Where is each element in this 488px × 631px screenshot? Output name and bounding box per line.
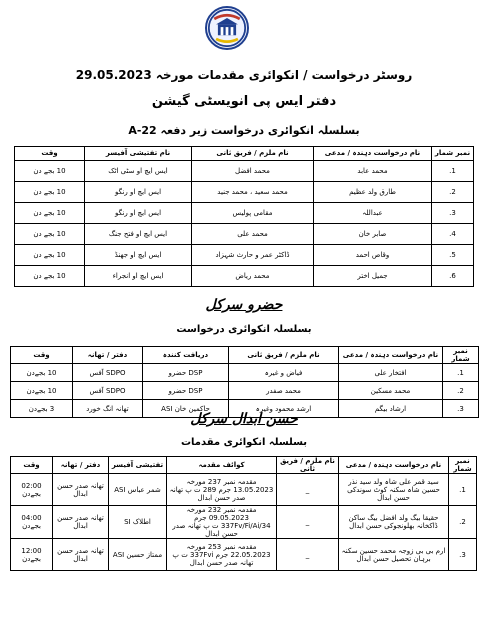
roster-title: روسٹر درخواست / انکوائری مقدمات مورخہ 29.05.2023 bbox=[75, 68, 413, 82]
cell-office: تھانہ صدر حسن ابدال bbox=[53, 506, 109, 539]
table-row bbox=[15, 161, 474, 182]
cell-serial: 3. bbox=[432, 203, 474, 224]
cell-officer: ایس ایچ او رنگو bbox=[85, 203, 192, 224]
cell-officer: ایس ایچ او انجراء bbox=[85, 266, 192, 287]
col-office: دفتر / تھانہ bbox=[53, 457, 109, 474]
col-time: وقت bbox=[11, 347, 73, 364]
cell-accused: محمد افضل bbox=[192, 161, 314, 182]
cell-time: 10 بجے دن bbox=[15, 203, 85, 224]
cell-inquirer: DSP حضرو bbox=[143, 382, 229, 400]
table-header-row bbox=[11, 457, 477, 474]
cell-accused: محمد ریاض bbox=[192, 266, 314, 287]
cell-officer: ممتاز حسین ASI bbox=[109, 539, 167, 571]
cell-officer: ایس ایچ او رنگو bbox=[85, 182, 192, 203]
cell-complainant: محمد عابد bbox=[314, 161, 432, 182]
cell-complainant: صابر خان bbox=[314, 224, 432, 245]
table-22a-inquiries bbox=[14, 146, 474, 287]
table-header-row bbox=[11, 347, 479, 364]
cell-time: 12:00 بجےدن bbox=[11, 539, 53, 571]
section1-title: بسلسلہ انکوائری درخواست زیر دفعہ 22-A bbox=[128, 124, 360, 137]
col-complainant: نام درخواست دہندہ / مدعی bbox=[314, 147, 432, 161]
cell-complainant: ارشاد بیگم bbox=[339, 400, 443, 418]
col-accused: نام ملزم / فریق ثانی bbox=[229, 347, 339, 364]
cell-time: 10 بجے دن bbox=[15, 182, 85, 203]
cell-serial: 1. bbox=[443, 364, 479, 382]
cell-inquirer: DSP حضرو bbox=[143, 364, 229, 382]
cell-complainant: ارم بی بی زوجہ محمد حسین سکنہ برہان تحصیل حسن ابدال bbox=[339, 539, 449, 571]
table-row bbox=[15, 245, 474, 266]
col-officer: نام تفتیشی آفیسر bbox=[85, 147, 192, 161]
cell-officer: ایس ایچ او سٹی اٹک bbox=[85, 161, 192, 182]
cell-accused: _ bbox=[277, 474, 339, 506]
cell-complainant: وقاص احمد bbox=[314, 245, 432, 266]
cell-time: 10 بجے دن bbox=[15, 245, 85, 266]
cell-time: 10 بجے دن bbox=[15, 224, 85, 245]
cell-officer: ایس ایچ او جھنڈ bbox=[85, 245, 192, 266]
cell-complainant: جمیل اختر bbox=[314, 266, 432, 287]
cell-accused: _ bbox=[277, 506, 339, 539]
cell-time: 04:00 بجےدن bbox=[11, 506, 53, 539]
table-row bbox=[15, 266, 474, 287]
col-office: دفتر / تھانہ bbox=[73, 347, 143, 364]
table-row bbox=[11, 364, 479, 382]
cell-serial: 2. bbox=[432, 182, 474, 203]
cell-serial: 4. bbox=[432, 224, 474, 245]
cell-case-details: مقدمہ نمبر 232 مورخہ 09.05.2023 جرم 337Fv/Fi/Ai/34 ت پ تھانہ صدر حسن ابدال bbox=[167, 506, 277, 539]
hasan-abdal-circle-heading: حسن ابدال سرکل bbox=[190, 411, 298, 427]
cell-complainant: طارق ولد عظیم bbox=[314, 182, 432, 203]
cell-serial: 3. bbox=[449, 539, 477, 571]
table-row bbox=[15, 203, 474, 224]
cell-office: تھانہ صدر حسن ابدال bbox=[53, 474, 109, 506]
cell-complainant: سید قمر علی شاہ ولد سید نذر حسین شاہ سکنہ کوٹ سوندکی حسن ابدال bbox=[339, 474, 449, 506]
cell-serial: 2. bbox=[443, 382, 479, 400]
col-time: وقت bbox=[11, 457, 53, 474]
col-case-details: کوائف مقدمہ bbox=[167, 457, 277, 474]
col-complainant: نام درخواست دہندہ / مدعی bbox=[339, 347, 443, 364]
cell-accused: ڈاکٹر عمر و حارث شہزاد bbox=[192, 245, 314, 266]
cell-accused: _ bbox=[277, 539, 339, 571]
cell-complainant: افتخار علی bbox=[339, 364, 443, 382]
table-row bbox=[15, 224, 474, 245]
cell-case-details: مقدمہ نمبر 253 مورخہ 22.05.2023 جرم 337Fvi ت پ تھانہ صدر حسن ابدال bbox=[167, 539, 277, 571]
col-complainant: نام درخواست دہندہ / مدعی bbox=[339, 457, 449, 474]
hazro-subtitle: بسلسلہ انکوائری درخواست bbox=[176, 324, 312, 335]
cell-complainant: عبداللہ bbox=[314, 203, 432, 224]
hazro-circle-heading: حضرو سرکل bbox=[205, 297, 283, 313]
col-time: وقت bbox=[15, 147, 85, 161]
cell-serial: 6. bbox=[432, 266, 474, 287]
cell-time: 10 بجے دن bbox=[15, 266, 85, 287]
hasan-abdal-subtitle: بسلسلہ انکوائری مقدمات bbox=[180, 437, 308, 448]
cell-serial: 1. bbox=[449, 474, 477, 506]
cell-accused: فیاض و غیرہ bbox=[229, 364, 339, 382]
cell-time: 3 بجےدن bbox=[11, 400, 73, 418]
cell-time: 10 بجےدن bbox=[11, 364, 73, 382]
col-accused: نام ملزم / فریق ثانی bbox=[192, 147, 314, 161]
cell-case-details: مقدمہ نمبر 237 مورخہ 13.05.2023 جرم 289 ت پ تھانہ صدر حسن ابدال bbox=[167, 474, 277, 506]
cell-officer: ایس ایچ او فتح جنگ bbox=[85, 224, 192, 245]
cell-officer: اطلاک SI bbox=[109, 506, 167, 539]
cell-accused: مقامی پولیس bbox=[192, 203, 314, 224]
cell-officer: شمر عباس ASI bbox=[109, 474, 167, 506]
col-accused: نام ملزم / فریق ثانی bbox=[277, 457, 339, 474]
table-row bbox=[15, 182, 474, 203]
cell-serial: 3. bbox=[443, 400, 479, 418]
cell-serial: 2. bbox=[449, 506, 477, 539]
cell-inquirer: حاکمین خان ASI bbox=[143, 400, 229, 418]
cell-time: 02:00 بجےدن bbox=[11, 474, 53, 506]
cell-serial: 5. bbox=[432, 245, 474, 266]
table-row bbox=[11, 539, 477, 571]
col-serial: نمبر شمار bbox=[449, 457, 477, 474]
table-hazro-inquiries bbox=[10, 346, 479, 418]
cell-office: SDPO آفس bbox=[73, 382, 143, 400]
office-title: دفتر ایس پی انویسٹی گیشن bbox=[151, 94, 337, 109]
cell-accused: محمد صفدر bbox=[229, 382, 339, 400]
cell-office: SDPO آفس bbox=[73, 364, 143, 382]
cell-accused: ارشد محمود وغیرہ bbox=[229, 400, 339, 418]
police-logo bbox=[205, 6, 249, 50]
police-emblem-icon bbox=[207, 8, 247, 48]
table-hasan-abdal-cases bbox=[10, 456, 477, 571]
table-row bbox=[11, 474, 477, 506]
cell-complainant: حقیقا بیگ ولد افضل بیگ ساکن ڈاکخانہ بھلونجوکی حسن ابدال bbox=[339, 506, 449, 539]
cell-time: 10 بجےدن bbox=[11, 382, 73, 400]
col-inquirer: دریافت کنندہ bbox=[143, 347, 229, 364]
cell-accused: محمد سعید ، محمد جنید bbox=[192, 182, 314, 203]
table-row bbox=[11, 506, 477, 539]
cell-serial: 1. bbox=[432, 161, 474, 182]
table-row bbox=[11, 382, 479, 400]
cell-office: تھانہ صدر حسن ابدال bbox=[53, 539, 109, 571]
col-serial: نمبر شمار bbox=[432, 147, 474, 161]
cell-time: 10 بجے دن bbox=[15, 161, 85, 182]
cell-office: تھانہ انگ خورد bbox=[73, 400, 143, 418]
col-serial: نمبر شمار bbox=[443, 347, 479, 364]
table-header-row bbox=[15, 147, 474, 161]
cell-complainant: محمد مسکین bbox=[339, 382, 443, 400]
cell-accused: محمد علی bbox=[192, 224, 314, 245]
col-officer: تفتیشی آفیسر bbox=[109, 457, 167, 474]
